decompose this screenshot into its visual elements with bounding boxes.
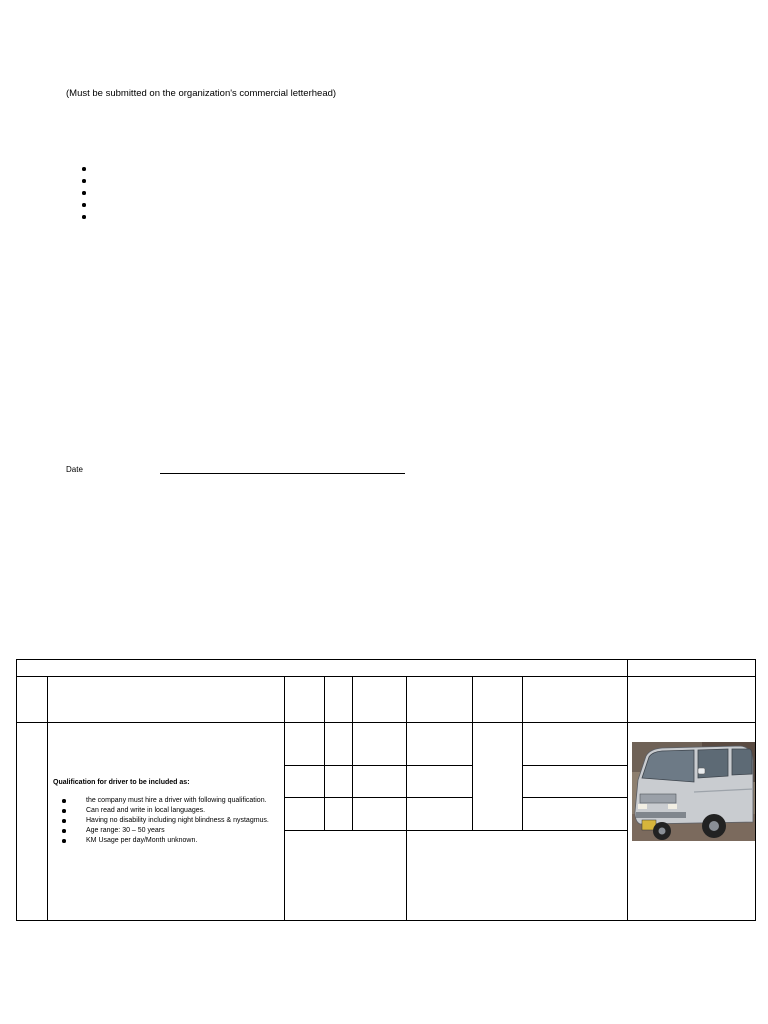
letterhead-note: (Must be submitted on the organization's commercial letterhead) bbox=[66, 88, 337, 99]
driver-qualification bbox=[53, 778, 278, 846]
list-item bbox=[80, 164, 90, 176]
list-item: Having no disability including night blindness & nystagmus. bbox=[53, 816, 278, 826]
table-col-divider bbox=[284, 676, 285, 921]
table-row-divider bbox=[522, 765, 628, 766]
list-item bbox=[80, 200, 90, 212]
table-col-divider bbox=[324, 676, 325, 831]
list-item bbox=[80, 176, 90, 188]
table-border-top bbox=[16, 659, 756, 660]
list-item: KM Usage per day/Month unknown. bbox=[53, 836, 278, 846]
date-label: Date bbox=[66, 465, 83, 474]
table-image-column-divider bbox=[627, 659, 628, 921]
list-item: the company must hire a driver with following qualification. bbox=[53, 796, 278, 806]
list-item bbox=[80, 212, 90, 224]
table-header-divider bbox=[16, 676, 756, 677]
table-header-bottom bbox=[16, 722, 756, 723]
date-signature-line[interactable] bbox=[160, 473, 405, 474]
table-row-divider bbox=[284, 797, 473, 798]
table-row-divider bbox=[284, 830, 628, 831]
table-col-divider bbox=[472, 676, 473, 831]
table-border-right bbox=[755, 659, 756, 921]
list-item: Age range: 30 – 50 years bbox=[53, 826, 278, 836]
table-row-divider bbox=[522, 797, 628, 798]
list-item bbox=[80, 188, 90, 200]
table-border-left bbox=[16, 659, 17, 921]
van-photo bbox=[632, 742, 755, 841]
qualification-list bbox=[53, 796, 278, 846]
table-row-divider bbox=[284, 765, 473, 766]
table-col-divider bbox=[522, 676, 523, 831]
empty-bullet-list bbox=[80, 164, 90, 224]
table-col-divider bbox=[352, 676, 353, 831]
table-border-bottom bbox=[16, 920, 756, 921]
qualification-title: Qualification for driver to be included as: bbox=[53, 779, 190, 786]
table-col-divider bbox=[47, 676, 48, 921]
table-col-divider bbox=[406, 676, 407, 921]
list-item: Can read and write in local languages. bbox=[53, 806, 278, 816]
